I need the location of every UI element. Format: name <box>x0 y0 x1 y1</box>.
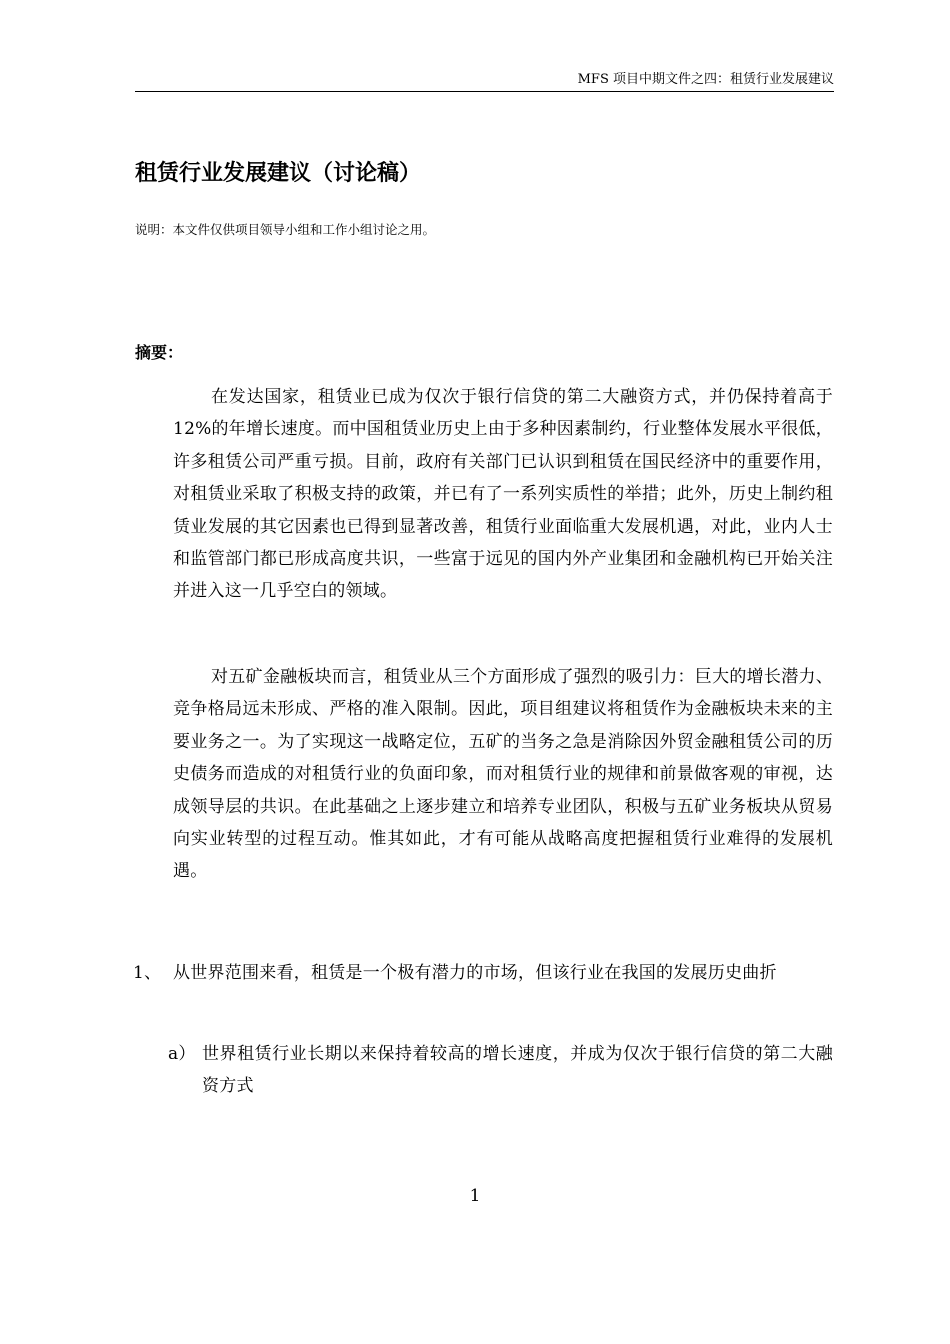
header-divider <box>135 91 834 92</box>
subsection-number: a） <box>168 1044 196 1064</box>
section-text: 从世界范围来看，租赁是一个极有潜力的市场，但该行业在我国的发展历史曲折 <box>173 963 777 983</box>
section-heading <box>133 957 833 989</box>
abstract-paragraph: 对五矿金融板块而言，租赁业从三个方面形成了强烈的吸引力：巨大的增长潜力、竞争格局远未形成、严格的准入限制。因此，项目组建议将租赁作为金融板块未来的主要业务之一。为了实现这一战略定位，五矿的当务之急是消除因外贸金融租赁公司的历史债务而造成的对租赁行业的负面印象，而对租赁行业的规律和前景做客观的审视，达成领导层的共识。在此基础之上逐步建立和培养专业团队，积极与五矿业务板块从贸易向实业转型的过程互动。惟其如此，才有可能从战略高度把握租赁行业难得的发展机遇。 <box>173 667 833 882</box>
abstract-paragraph: 在发达国家，租赁业已成为仅次于银行信贷的第二大融资方式，并仍保持着高于 12%的年增长速度。而中国租赁业历史上由于多种因素制约，行业整体发展水平很低，许多租赁公司严重亏损。目前，政府有关部门已认识到租赁在国民经济中的重要作用，对租赁业采取了积极支持的政策，并已有了一系列实质性的举措；此外，历史上制约租赁业发展的其它因素也已得到显著改善，租赁行业面临重大发展机遇，对此，业内人士和监管部门都已形成高度共识，一些富于远见的国内外产业集团和金融机构已开始关注并进入这一几乎空白的领域。 <box>173 387 833 602</box>
page-number: 1 <box>469 1186 481 1206</box>
document-title: 租赁行业发展建议（讨论稿） <box>135 161 422 186</box>
subsection-text: 世界租赁行业长期以来保持着较高的增长速度，并成为仅次于银行信贷的第二大融资方式 <box>202 1044 833 1096</box>
section-number: 1、 <box>133 963 162 983</box>
running-header: MFS 项目中期文件之四：租赁行业发展建议 <box>577 72 834 87</box>
document-note: 说明：本文件仅供项目领导小组和工作小组讨论之用。 <box>135 222 436 237</box>
abstract-heading: 摘要： <box>135 343 184 362</box>
subsection-heading <box>168 1038 833 1102</box>
